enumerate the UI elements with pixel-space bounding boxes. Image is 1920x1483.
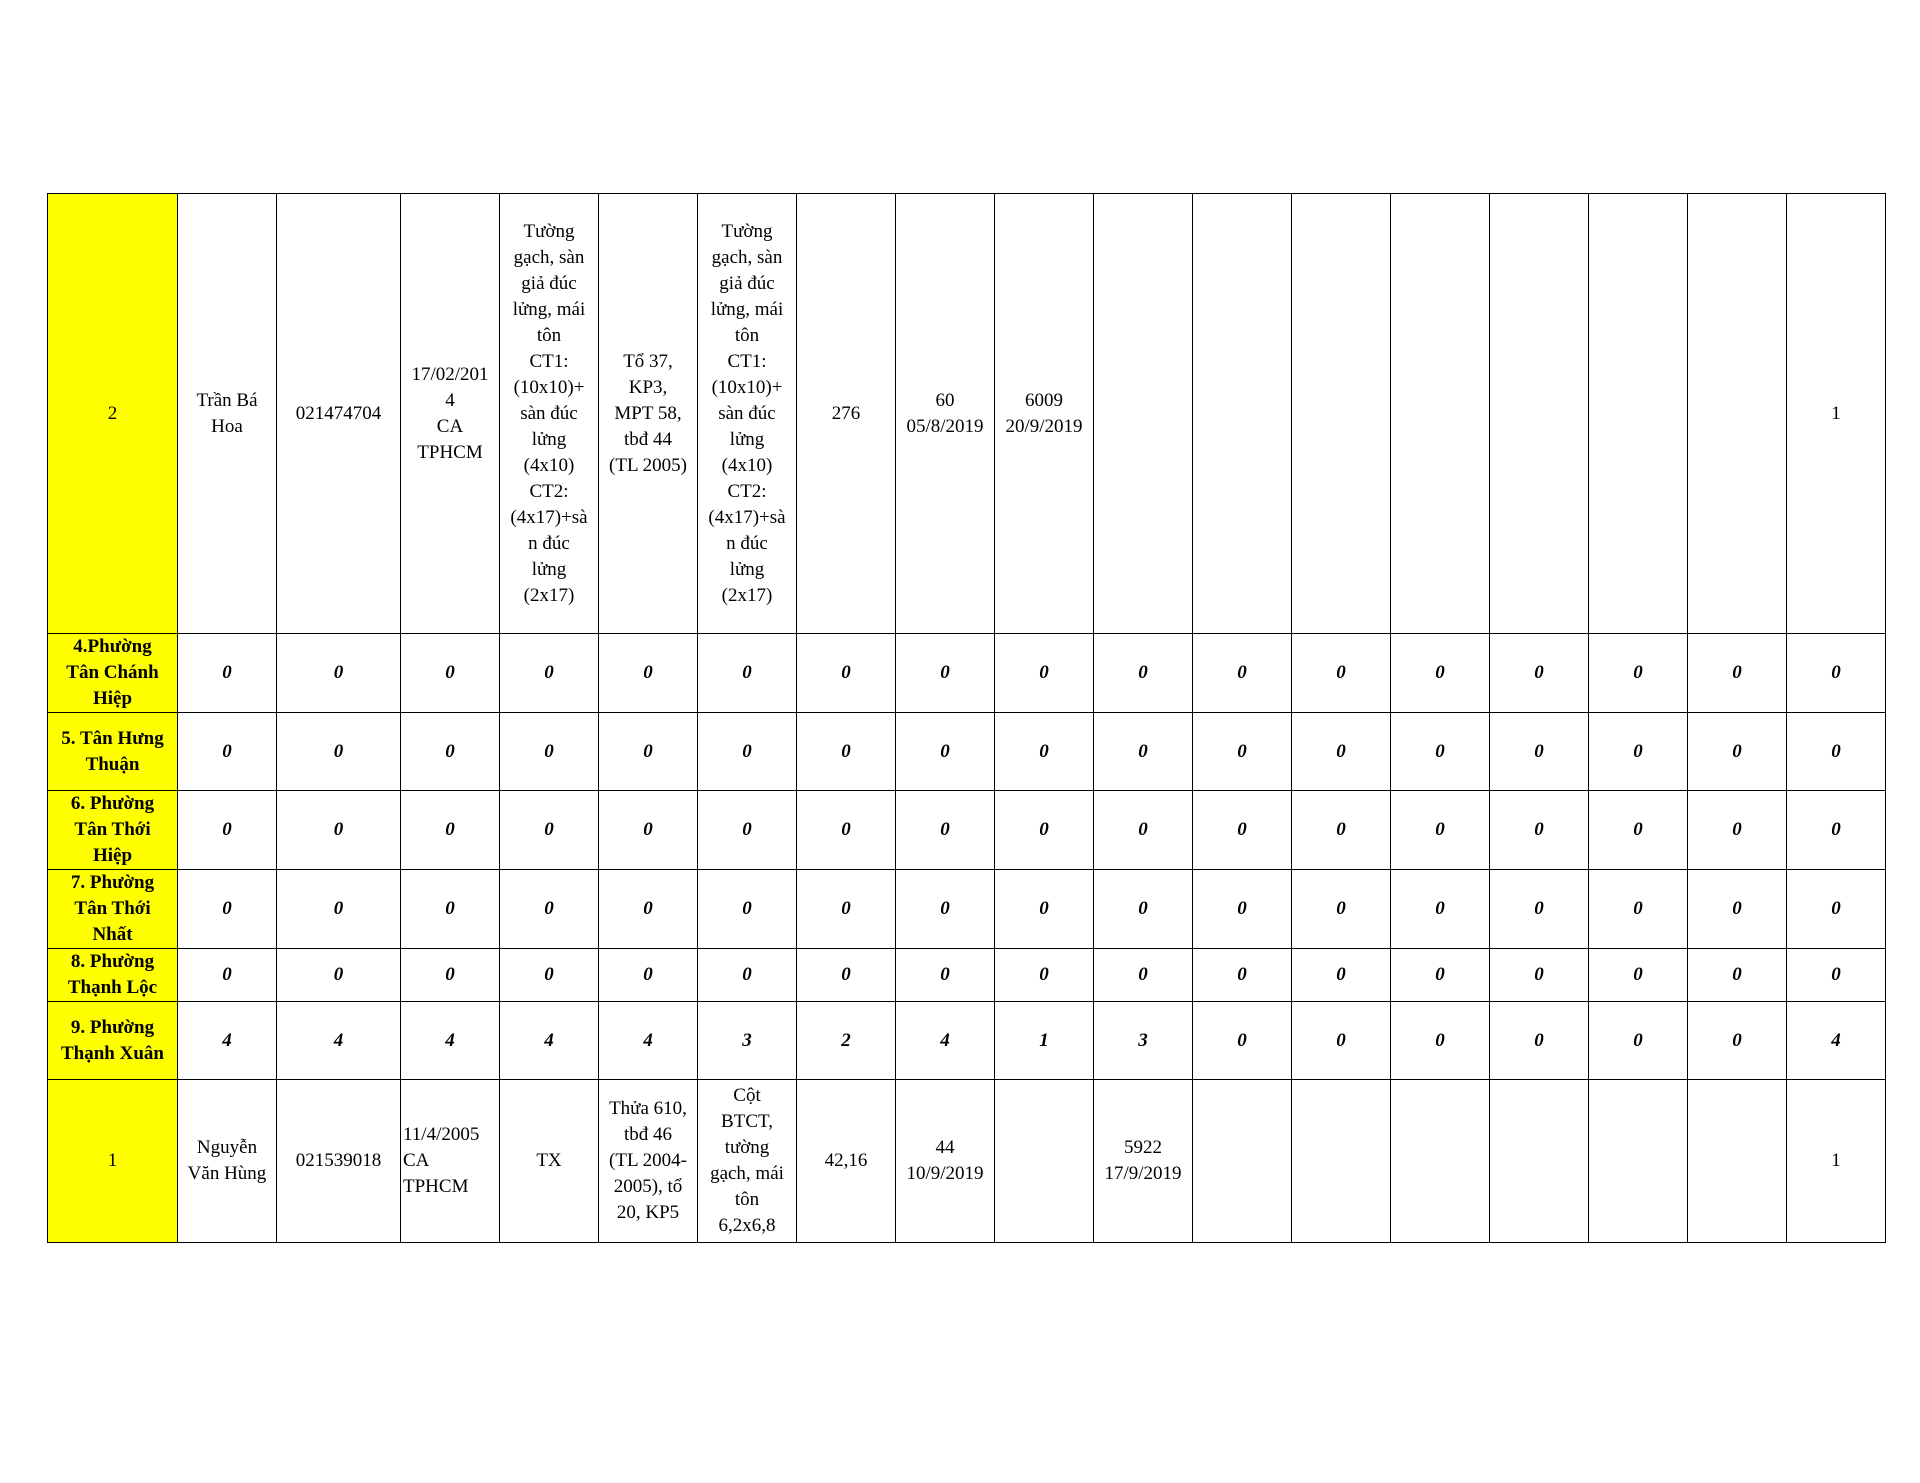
count-cell: 0 <box>178 713 277 791</box>
count-cell: 0 <box>1292 1002 1391 1080</box>
count-cell: 0 <box>599 949 698 1002</box>
count-cell: 0 <box>277 791 401 870</box>
count-cell: 0 <box>1094 949 1193 1002</box>
count-cell: 0 <box>698 949 797 1002</box>
count-cell: 0 <box>500 713 599 791</box>
count-cell: 0 <box>1688 870 1787 949</box>
count-cell: 4 <box>401 1002 500 1080</box>
count-cell: 0 <box>995 713 1094 791</box>
count-cell: 2 <box>797 1002 896 1080</box>
empty-cell <box>1292 1080 1391 1243</box>
structure-description-cell-2: Cột BTCT, tường gạch, mái tôn 6,2x6,8 <box>698 1080 797 1243</box>
count-cell: 0 <box>178 634 277 713</box>
count-cell: 0 <box>1490 713 1589 791</box>
count-cell: 0 <box>797 791 896 870</box>
ward-summary-row <box>48 791 1886 870</box>
count-cell: 0 <box>401 634 500 713</box>
count-cell: 0 <box>599 713 698 791</box>
count-cell: 0 <box>1193 870 1292 949</box>
count-cell: 0 <box>1787 713 1886 791</box>
count-cell: 0 <box>1589 949 1688 1002</box>
id-number-cell: 021474704 <box>277 194 401 634</box>
count-cell: 0 <box>1094 713 1193 791</box>
count-cell: 0 <box>1787 634 1886 713</box>
document-number-cell: 44 10/9/2019 <box>896 1080 995 1243</box>
count-cell: 0 <box>1589 870 1688 949</box>
issue-date-cell: 17/02/201 4 CA TPHCM <box>401 194 500 634</box>
count-cell: 1 <box>995 1002 1094 1080</box>
total-cell: 1 <box>1787 1080 1886 1243</box>
count-cell: 0 <box>698 713 797 791</box>
count-cell: 0 <box>1787 870 1886 949</box>
count-cell: 0 <box>1490 791 1589 870</box>
count-cell: 0 <box>178 791 277 870</box>
count-cell: 0 <box>698 634 797 713</box>
count-cell: 0 <box>1589 634 1688 713</box>
count-cell: 0 <box>500 791 599 870</box>
count-cell: 0 <box>797 713 896 791</box>
empty-cell <box>1688 1080 1787 1243</box>
count-cell: 0 <box>277 870 401 949</box>
count-cell: 0 <box>178 949 277 1002</box>
document-number-cell-2: 6009 20/9/2019 <box>995 194 1094 634</box>
count-cell: 0 <box>401 713 500 791</box>
owner-name-cell: Trần Bá Hoa <box>178 194 277 634</box>
count-cell: 0 <box>1193 791 1292 870</box>
count-cell: 0 <box>896 791 995 870</box>
count-cell: 4 <box>599 1002 698 1080</box>
ward-summary-row <box>48 870 1886 949</box>
count-cell: 0 <box>1094 634 1193 713</box>
empty-cell <box>1391 1080 1490 1243</box>
count-cell: 0 <box>896 713 995 791</box>
ward-summary-row <box>48 634 1886 713</box>
empty-cell <box>1193 194 1292 634</box>
count-cell: 0 <box>1292 713 1391 791</box>
count-cell: 0 <box>277 634 401 713</box>
count-cell: 4 <box>500 1002 599 1080</box>
count-cell: 0 <box>1292 634 1391 713</box>
count-cell: 0 <box>698 791 797 870</box>
count-cell: 0 <box>500 870 599 949</box>
document-number-cell: 60 05/8/2019 <box>896 194 995 634</box>
count-cell: 3 <box>698 1002 797 1080</box>
count-cell: 0 <box>1391 634 1490 713</box>
count-cell: 0 <box>1589 713 1688 791</box>
count-cell: 0 <box>1490 1002 1589 1080</box>
count-cell: 0 <box>995 634 1094 713</box>
id-number-cell: 021539018 <box>277 1080 401 1243</box>
count-cell: 0 <box>1490 870 1589 949</box>
count-cell: 0 <box>1292 791 1391 870</box>
empty-cell <box>1292 194 1391 634</box>
count-cell: 0 <box>1589 791 1688 870</box>
empty-cell <box>1193 1080 1292 1243</box>
count-cell: 0 <box>797 870 896 949</box>
count-cell: 0 <box>1193 1002 1292 1080</box>
area-cell: 276 <box>797 194 896 634</box>
count-cell: 0 <box>599 634 698 713</box>
row-number-cell: 2 <box>48 194 178 634</box>
count-cell: 0 <box>1292 949 1391 1002</box>
count-cell: 0 <box>1787 949 1886 1002</box>
empty-cell <box>1589 1080 1688 1243</box>
empty-cell <box>1589 194 1688 634</box>
document-number-cell-2 <box>995 1080 1094 1243</box>
count-cell: 4 <box>277 1002 401 1080</box>
count-cell: 0 <box>1688 949 1787 1002</box>
count-cell: 0 <box>599 870 698 949</box>
count-cell: 4 <box>896 1002 995 1080</box>
count-cell: 0 <box>995 870 1094 949</box>
structure-description-cell: TX <box>500 1080 599 1243</box>
address-cell: Tổ 37, KP3, MPT 58, tbđ 44 (TL 2005) <box>599 194 698 634</box>
table-row <box>48 194 1886 634</box>
total-cell: 1 <box>1787 194 1886 634</box>
count-cell: 0 <box>401 870 500 949</box>
count-cell: 0 <box>896 870 995 949</box>
empty-cell <box>1688 194 1787 634</box>
count-cell: 0 <box>277 713 401 791</box>
count-cell: 0 <box>401 949 500 1002</box>
ward-label-cell: 5. Tân Hưng Thuận <box>48 713 178 791</box>
count-cell: 0 <box>1391 1002 1490 1080</box>
ward-label-cell: 9. Phường Thạnh Xuân <box>48 1002 178 1080</box>
structure-description-cell: Tường gạch, sàn giả đúc lửng, mái tôn CT1: (10x10)+ sàn đúc lửng (4x10) CT2: (4x17)+sà n đúc lửng (2x17) <box>500 194 599 634</box>
ward-label-cell: 6. Phường Tân Thới Hiệp <box>48 791 178 870</box>
row-number-cell: 1 <box>48 1080 178 1243</box>
empty-cell <box>1391 194 1490 634</box>
ward-label-cell: 7. Phường Tân Thới Nhất <box>48 870 178 949</box>
ward-label-cell: 4.Phường Tân Chánh Hiệp <box>48 634 178 713</box>
count-cell: 0 <box>1490 634 1589 713</box>
table-row <box>48 1080 1886 1243</box>
count-cell: 0 <box>277 949 401 1002</box>
count-cell: 0 <box>599 791 698 870</box>
count-cell: 0 <box>1688 1002 1787 1080</box>
empty-cell <box>1490 194 1589 634</box>
count-cell: 0 <box>500 949 599 1002</box>
count-cell: 0 <box>797 634 896 713</box>
count-cell: 0 <box>1688 634 1787 713</box>
count-cell: 0 <box>1391 949 1490 1002</box>
count-cell: 3 <box>1094 1002 1193 1080</box>
count-cell: 4 <box>178 1002 277 1080</box>
ward-summary-row <box>48 713 1886 791</box>
count-cell: 0 <box>1391 791 1490 870</box>
count-cell: 0 <box>1589 1002 1688 1080</box>
count-cell: 0 <box>1193 949 1292 1002</box>
count-cell: 0 <box>896 634 995 713</box>
count-cell: 0 <box>995 791 1094 870</box>
count-cell: 0 <box>1688 791 1787 870</box>
ward-summary-row <box>48 1002 1886 1080</box>
count-cell: 0 <box>1193 634 1292 713</box>
count-cell: 0 <box>995 949 1094 1002</box>
count-cell: 0 <box>1688 713 1787 791</box>
count-cell: 0 <box>178 870 277 949</box>
count-cell: 0 <box>1094 870 1193 949</box>
count-cell: 0 <box>698 870 797 949</box>
data-table <box>47 193 1886 1243</box>
structure-description-cell-2: Tường gạch, sàn giả đúc lửng, mái tôn CT1: (10x10)+ sàn đúc lửng (4x10) CT2: (4x17)+sà n đúc lửng (2x17) <box>698 194 797 634</box>
count-cell: 0 <box>1490 949 1589 1002</box>
count-cell: 0 <box>797 949 896 1002</box>
count-cell: 4 <box>1787 1002 1886 1080</box>
issue-date-cell: 11/4/2005 CA TPHCM <box>401 1080 500 1243</box>
owner-name-cell: Nguyễn Văn Hùng <box>178 1080 277 1243</box>
count-cell: 0 <box>500 634 599 713</box>
count-cell: 0 <box>1292 870 1391 949</box>
count-cell: 0 <box>401 791 500 870</box>
count-cell: 0 <box>1193 713 1292 791</box>
area-cell: 42,16 <box>797 1080 896 1243</box>
ward-summary-row <box>48 949 1886 1002</box>
count-cell: 0 <box>1094 791 1193 870</box>
count-cell: 0 <box>1391 870 1490 949</box>
count-cell: 0 <box>1787 791 1886 870</box>
count-cell: 0 <box>896 949 995 1002</box>
empty-cell <box>1490 1080 1589 1243</box>
document-number-cell-3 <box>1094 194 1193 634</box>
address-cell: Thửa 610, tbđ 46 (TL 2004- 2005), tổ 20, KP5 <box>599 1080 698 1243</box>
ward-label-cell: 8. Phường Thạnh Lộc <box>48 949 178 1002</box>
document-number-cell-3: 5922 17/9/2019 <box>1094 1080 1193 1243</box>
count-cell: 0 <box>1391 713 1490 791</box>
